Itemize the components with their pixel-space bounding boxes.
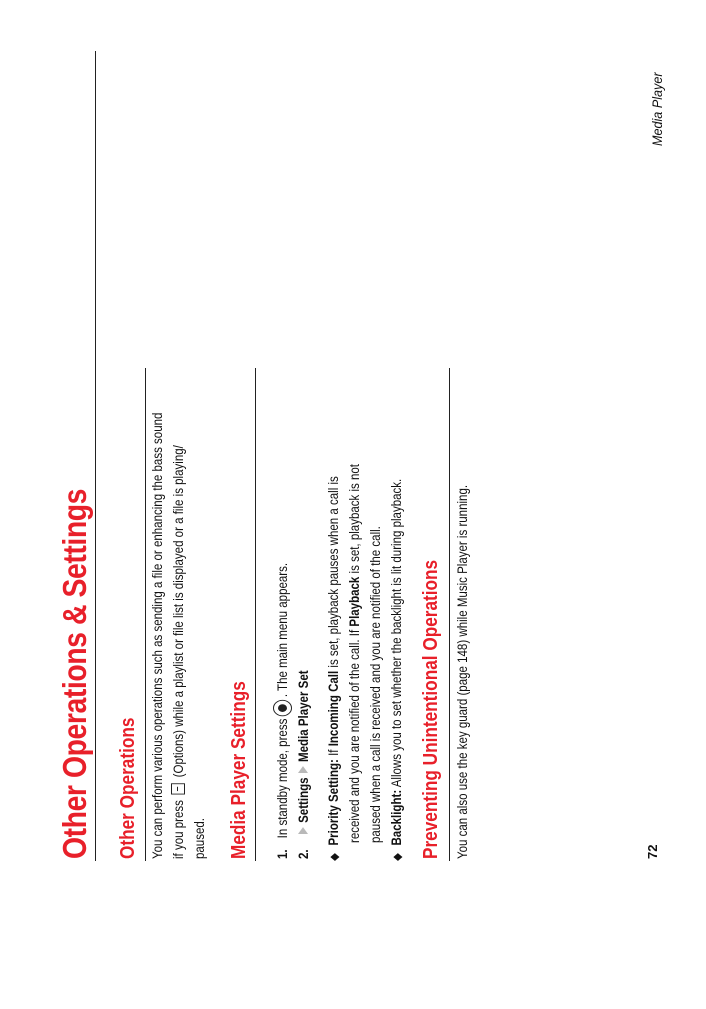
- other-operations-text-line3: paused.: [192, 818, 207, 859]
- minus-key-icon: [171, 783, 185, 794]
- triangle-arrow-icon: [298, 827, 308, 834]
- backlight-line: [389, 479, 404, 861]
- preventing-heading: Preventing Unintentional Operations: [420, 559, 442, 859]
- step-text: . The main menu appears.: [275, 562, 290, 698]
- diamond-bullet-icon: ◆: [390, 853, 404, 861]
- other-operations-text-part: if you press: [171, 800, 186, 859]
- priority-text: If: [326, 749, 341, 756]
- diamond-bullet-icon: ◆: [327, 853, 341, 861]
- priority-text: received and you are notified of the call. If: [347, 629, 362, 843]
- page-number: 72: [645, 844, 660, 859]
- playback-term: Playback: [347, 576, 362, 627]
- step-number: 2.: [296, 849, 311, 859]
- step-text: In standby mode, press: [275, 718, 290, 839]
- other-operations-heading: Other Operations: [117, 717, 139, 859]
- step-2: [296, 670, 311, 859]
- preventing-divider: [449, 368, 450, 861]
- menu-path-media-player-set: Media Player Set: [296, 670, 311, 762]
- media-player-settings-divider: [255, 368, 256, 861]
- priority-setting-line2: [347, 464, 362, 843]
- priority-text: is set, playback is not: [347, 463, 362, 574]
- backlight-term: Backlight:: [389, 789, 404, 846]
- priority-setting-line1: [326, 476, 341, 861]
- title-divider: [95, 51, 96, 861]
- priority-text: is set, playback pauses when a call is: [326, 476, 341, 668]
- media-player-settings-heading: Media Player Settings: [228, 681, 250, 859]
- backlight-text: Allows you to set whether the backlight is lit during playback.: [389, 478, 404, 788]
- preventing-text-line1: You can also use the key guard (page 148) while Music Player is running.: [455, 484, 470, 859]
- page-title: Other Operations & Settings: [56, 488, 93, 859]
- priority-setting-line3: paused when a call is received and you are notified of the call.: [368, 526, 383, 843]
- center-key-icon: [273, 700, 292, 716]
- other-operations-text-line1: You can perform various operations such as sending a file or enhancing the bass sound: [150, 412, 165, 859]
- triangle-arrow-icon: [298, 766, 308, 773]
- menu-path-settings: Settings: [296, 777, 311, 823]
- other-operations-divider: [145, 368, 146, 861]
- other-operations-text-line2: [171, 445, 186, 859]
- footer-section-label: Media Player: [649, 72, 665, 146]
- step-number: 1.: [275, 849, 290, 859]
- priority-setting-term: Priority Setting:: [326, 759, 341, 846]
- step-1: [273, 563, 292, 859]
- other-operations-text-part: (Options) while a playlist or file list is displayed or a file is playing/: [171, 445, 186, 778]
- incoming-call-term: Incoming Call: [326, 670, 341, 747]
